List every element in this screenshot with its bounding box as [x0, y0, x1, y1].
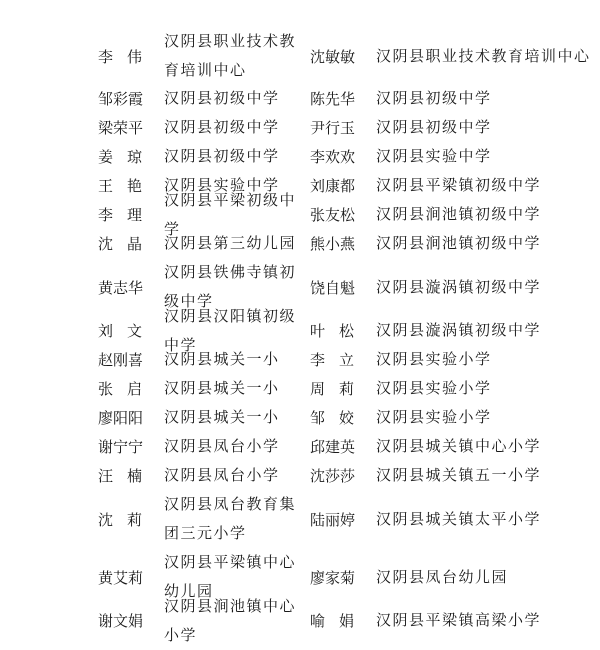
teacher-name: 熊小燕 [310, 235, 356, 253]
school-name-cell [376, 113, 598, 142]
school-name: 汉阴县职业技术教育培训中心 [376, 46, 591, 65]
school-name-cell [164, 113, 298, 142]
school-name: 汉阴县凤台小学 [164, 466, 280, 484]
school-name: 汉阴县凤台幼儿园 [376, 567, 509, 586]
list-row [0, 490, 600, 548]
school-name: 汉阴县城关镇五一小学 [376, 466, 542, 484]
school-name-cell [164, 142, 298, 171]
list-row [0, 27, 600, 85]
teacher-name: 饶自魁 [310, 278, 356, 297]
school-name: 汉阴县城关一小 [164, 350, 280, 368]
school-name: 汉阴县初级中学 [376, 118, 492, 136]
list-row [0, 432, 600, 461]
teacher-name-cell [98, 27, 162, 85]
list-row [0, 306, 600, 354]
teacher-name: 邹彩霞 [98, 90, 144, 108]
list-row [0, 190, 600, 238]
school-name: 汉阴县平梁镇中心幼儿园 [164, 553, 297, 600]
teacher-name-cell [310, 27, 372, 85]
school-name-cell [376, 345, 598, 374]
teacher-name: 黄艾莉 [98, 568, 144, 587]
teacher-name: 叶松 [310, 322, 369, 340]
teacher-name: 陈先华 [310, 90, 356, 108]
teacher-name: 刘康都 [310, 177, 356, 195]
school-name-cell [164, 596, 298, 644]
school-name: 汉阴县平梁初级中学 [164, 190, 297, 238]
school-name-cell [376, 403, 598, 432]
list-row [0, 113, 600, 142]
school-name-cell [164, 190, 298, 238]
teacher-name-cell [98, 548, 162, 606]
school-name-cell [376, 84, 598, 113]
school-name: 汉阴县实验小学 [376, 350, 492, 368]
teacher-name-cell [310, 432, 372, 461]
teacher-name-cell [310, 345, 372, 374]
school-name-cell [164, 432, 298, 461]
school-name: 汉阴县漩涡镇初级中学 [376, 321, 542, 339]
school-name: 汉阴县实验中学 [164, 176, 280, 194]
teacher-name-cell [310, 171, 372, 200]
school-name-cell [376, 27, 598, 85]
school-name-cell [376, 461, 598, 490]
teacher-name: 李立 [310, 351, 369, 369]
teacher-name: 周莉 [310, 380, 369, 398]
teacher-name: 赵刚喜 [98, 351, 144, 369]
school-name: 汉阴县平梁镇高梁小学 [376, 611, 542, 629]
school-name: 汉阴县实验中学 [376, 147, 492, 165]
school-name-cell [164, 229, 298, 258]
school-name: 汉阴县初级中学 [164, 147, 280, 165]
teacher-name-cell [98, 461, 162, 490]
school-name-cell [164, 345, 298, 374]
teacher-name-cell [98, 113, 162, 142]
school-name: 汉阴县实验小学 [376, 379, 492, 397]
school-name-cell [376, 200, 598, 229]
school-name: 汉阴县城关镇太平小学 [376, 509, 542, 528]
teacher-name-cell [310, 316, 372, 345]
list-row [0, 229, 600, 258]
teacher-name-cell [310, 403, 372, 432]
school-name-cell [164, 374, 298, 403]
teacher-name-cell [98, 142, 162, 171]
teacher-name-cell [98, 171, 162, 200]
teacher-name: 尹行玉 [310, 119, 356, 137]
teacher-name-cell [310, 200, 372, 229]
teacher-name-cell [310, 490, 372, 548]
teacher-name-cell [310, 84, 372, 113]
teacher-name-cell [310, 461, 372, 490]
school-name-cell [376, 142, 598, 171]
list-row [0, 403, 600, 432]
teacher-name-cell [98, 316, 162, 345]
school-name: 汉阴县涧池镇初级中学 [376, 234, 542, 252]
list-row [0, 345, 600, 374]
teacher-name: 汪楠 [98, 467, 157, 485]
teacher-name: 黄志华 [98, 278, 144, 297]
teacher-name-cell [310, 258, 372, 316]
school-name: 汉阴县凤台小学 [164, 437, 280, 455]
list-row [0, 258, 600, 316]
school-name-cell [376, 316, 598, 345]
teacher-name: 沈敏敏 [310, 47, 356, 66]
school-name-cell [376, 229, 598, 258]
teacher-name: 邱建英 [310, 438, 356, 456]
teacher-name: 喻娟 [310, 612, 369, 630]
teacher-name-cell [310, 548, 372, 606]
teacher-name-cell [98, 258, 162, 316]
teacher-name: 刘文 [98, 322, 157, 340]
school-name: 汉阴县漩涡镇初级中学 [376, 277, 542, 296]
teacher-name: 邹姣 [310, 409, 369, 427]
teacher-name-cell [98, 432, 162, 461]
school-name-cell [164, 84, 298, 113]
school-name-cell [376, 171, 598, 200]
list-row [0, 171, 600, 200]
teacher-name: 李伟 [98, 47, 157, 66]
school-name: 汉阴县职业技术教育培训中心 [164, 32, 297, 79]
teacher-name: 沈莉 [98, 510, 157, 529]
school-name: 汉阴县凤台教育集团三元小学 [164, 495, 297, 542]
teacher-name-cell [98, 374, 162, 403]
teacher-name-cell [98, 403, 162, 432]
school-name-cell [376, 374, 598, 403]
teacher-name: 陆丽婷 [310, 510, 356, 529]
list-row [0, 374, 600, 403]
list-row [0, 596, 600, 644]
school-name-cell [164, 403, 298, 432]
teacher-name: 谢文娟 [98, 612, 144, 630]
school-name: 汉阴县汉阳镇初级中学 [164, 306, 297, 354]
list-row [0, 461, 600, 490]
teacher-name-cell [310, 374, 372, 403]
school-name-cell [376, 432, 598, 461]
school-name: 汉阴县初级中学 [164, 118, 280, 136]
school-name: 汉阴县初级中学 [376, 89, 492, 107]
teacher-name: 梁荣平 [98, 119, 144, 137]
school-name: 汉阴县城关一小 [164, 379, 280, 397]
school-name: 汉阴县涧池镇初级中学 [376, 205, 542, 223]
school-name-cell [376, 490, 598, 548]
teacher-name-cell [98, 84, 162, 113]
teacher-name: 沈莎莎 [310, 467, 356, 485]
school-name: 汉阴县城关镇中心小学 [376, 437, 542, 455]
teacher-name-cell [310, 113, 372, 142]
teacher-name-cell [310, 142, 372, 171]
teacher-name: 沈晶 [98, 235, 157, 253]
teacher-name-cell [98, 200, 162, 229]
school-name: 汉阴县涧池镇中心小学 [164, 596, 297, 644]
school-name-cell [164, 461, 298, 490]
school-name: 汉阴县初级中学 [164, 89, 280, 107]
school-name: 汉阴县实验小学 [376, 408, 492, 426]
teacher-name-cell [98, 229, 162, 258]
school-name: 汉阴县第三幼儿园 [164, 234, 297, 252]
school-name-cell [376, 258, 598, 316]
teacher-name: 廖家菊 [310, 568, 356, 587]
list-row [0, 142, 600, 171]
teacher-name: 张友松 [310, 206, 356, 224]
school-name: 汉阴县城关一小 [164, 408, 280, 426]
school-name-cell [376, 606, 598, 635]
school-name: 汉阴县平梁镇初级中学 [376, 176, 542, 194]
teacher-name: 张启 [98, 380, 157, 398]
teacher-name: 廖阳阳 [98, 409, 144, 427]
teacher-name: 王艳 [98, 177, 157, 195]
list-row [0, 84, 600, 113]
teacher-name: 谢宁宁 [98, 438, 144, 456]
teacher-name: 李理 [98, 206, 157, 224]
school-name-cell [376, 548, 598, 606]
list-row [0, 548, 600, 606]
school-name-cell [164, 490, 298, 548]
school-name: 汉阴县铁佛寺镇初级中学 [164, 263, 297, 310]
teacher-name-cell [310, 606, 372, 635]
teacher-name-cell [98, 345, 162, 374]
teacher-name-cell [98, 490, 162, 548]
teacher-name-cell [98, 606, 162, 635]
teacher-name: 李欢欢 [310, 148, 356, 166]
teacher-name: 姜琼 [98, 148, 157, 166]
teacher-name-cell [310, 229, 372, 258]
school-name-cell [164, 306, 298, 354]
school-name-cell [164, 27, 298, 85]
